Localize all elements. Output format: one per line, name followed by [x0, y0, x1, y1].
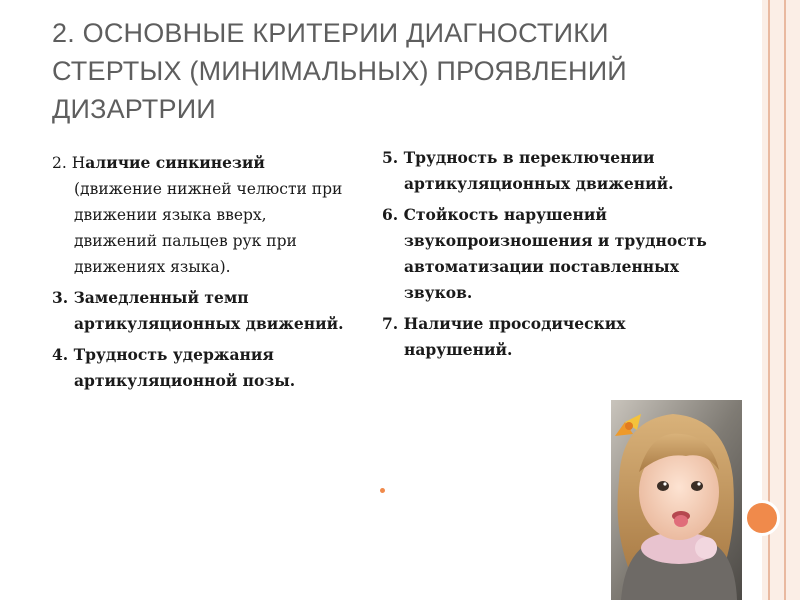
criterion-4 [52, 342, 352, 394]
left-column [52, 150, 352, 399]
criterion-2-rest: (движение нижней челюсти при движении языка вверх, движений пальцев рук при движениях языка). [74, 180, 343, 276]
slide-title: 2. ОСНОВНЫЕ КРИТЕРИИ ДИАГНОСТИКИ СТЕРТЫХ (МИНИМАЛЬНЫХ) ПРОЯВЛЕНИЙ ДИЗАРТРИИ [52, 18, 627, 124]
criterion-5-text: 5. Трудность в переключении артикуляционных движений. [382, 148, 674, 193]
decorative-line-right [784, 0, 786, 600]
criterion-6 [382, 202, 712, 306]
criterion-7 [382, 311, 712, 363]
criterion-4-text: 4. Трудность удержания артикуляционной позы. [52, 345, 296, 390]
criterion-2-bold: аличие синкинезий [85, 153, 265, 172]
criterion-3-text: 3. Замедленный темп артикуляционных движений. [52, 288, 344, 333]
child-photo-icon [611, 400, 742, 600]
decorative-circle [744, 500, 780, 536]
criterion-2-lead: 2. Н [52, 154, 86, 172]
child-photo [611, 400, 742, 600]
criterion-3 [52, 285, 352, 337]
criterion-6-text: 6. Стойкость нарушений звукопроизношения и трудность автоматизации поставленных звуков. [382, 205, 707, 302]
criterion-2 [52, 150, 352, 280]
right-column [382, 145, 712, 368]
bullet-dot [380, 488, 385, 493]
criterion-7-text: 7. Наличие просодических нарушений. [382, 314, 626, 359]
criterion-5 [382, 145, 712, 197]
